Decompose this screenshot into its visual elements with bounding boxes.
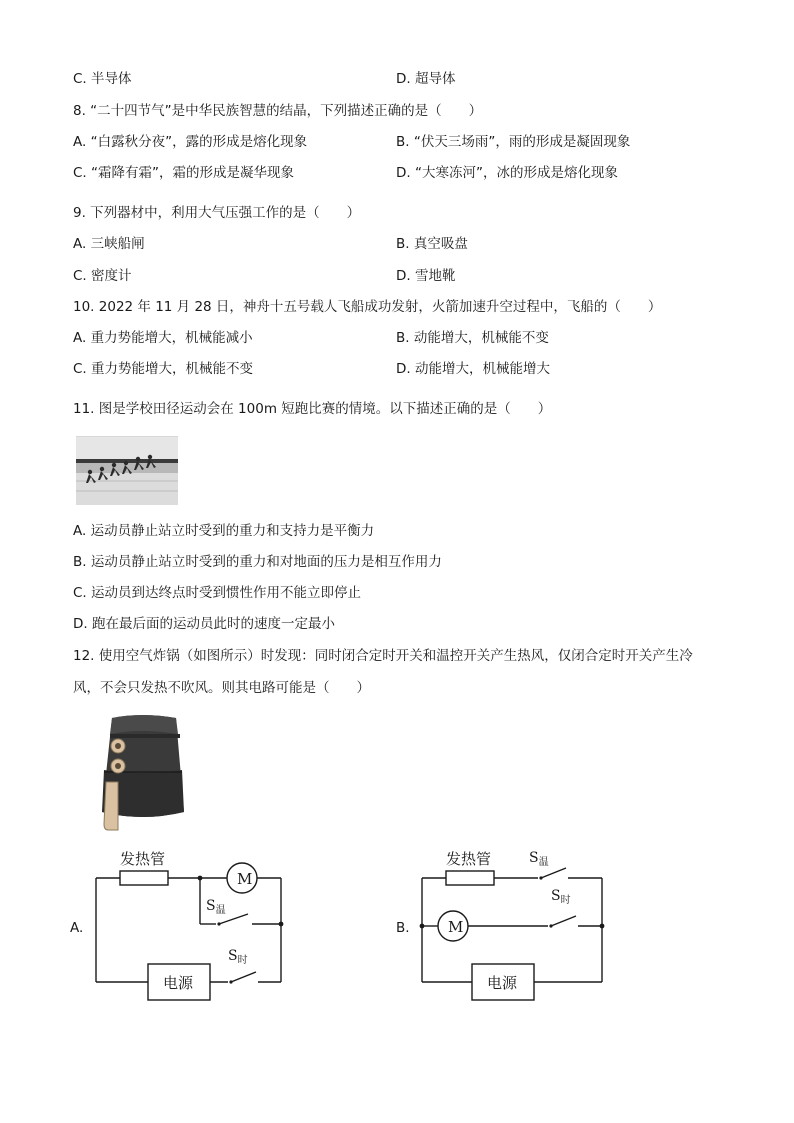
q11-option-c: C. 运动员到达终点时受到惯性作用不能立即停止: [73, 585, 362, 601]
circuit-b-option-label: B.: [396, 920, 410, 936]
circuit-b-diagram: [416, 842, 616, 1012]
q9-stem: 9. 下列器材中，利用大气压强工作的是（ ）: [73, 205, 361, 221]
q7-option-d: D. 超导体: [396, 71, 456, 87]
circuit-b-switch-temp-label: $S_温$: [529, 850, 549, 868]
q11-option-d: D. 跑在最后面的运动员此时的速度一定最小: [73, 616, 335, 632]
air-fryer-image: [92, 712, 194, 834]
q10-option-b: B. 动能增大，机械能不变: [396, 330, 549, 346]
q9-option-a: A. 三峡船闸: [73, 236, 145, 252]
q8-option-d: D. “大寒冻河”，冰的形成是熔化现象: [396, 165, 618, 181]
q10-option-a: A. 重力势能增大，机械能减小: [73, 330, 253, 346]
q8-option-a: A. “白露秋分夜”，露的形成是熔化现象: [73, 134, 308, 150]
q8-option-c: C. “霜降有霜”，霜的形成是凝华现象: [73, 165, 294, 181]
q10-option-c: C. 重力势能增大，机械能不变: [73, 361, 254, 377]
q11-stem: 11. 图是学校田径运动会在 100m 短跑比赛的情境。以下描述正确的是（ ）: [73, 401, 552, 417]
q10-option-d: D. 动能增大，机械能增大: [396, 361, 550, 377]
q7-option-c: C. 半导体: [73, 71, 132, 87]
circuit-a-motor-label: M: [237, 870, 253, 888]
circuit-b-heater-label: 发热管: [446, 850, 492, 868]
q12-stem-line1: 12. 使用空气炸锅（如图所示）时发现：同时闭合定时开关和温控开关产生热风，仅闭合定时开关产生冷: [73, 648, 693, 664]
q8-option-b: B. “伏天三场雨”，雨的形成是凝固现象: [396, 134, 631, 150]
circuit-a-option-label: A.: [70, 920, 84, 936]
circuit-a-switch-timer-label: $S_时$: [228, 948, 248, 966]
circuit-b-motor-label: M: [448, 918, 464, 936]
circuit-a-heater-label: 发热管: [120, 850, 166, 868]
q10-stem: 10. 2022 年 11 月 28 日，神舟十五号载人飞船成功发射，火箭加速升空过程中，飞船的（ ）: [73, 299, 662, 315]
circuit-a-diagram: [90, 842, 300, 1012]
circuit-a-power-source-label: 电源: [163, 974, 194, 992]
circuit-a-switch-temp-label: $S_温$: [206, 898, 226, 916]
q11-option-a: A. 运动员静止站立时受到的重力和支持力是平衡力: [73, 523, 375, 539]
sprint-race-photo: [76, 436, 178, 505]
q11-option-b: B. 运动员静止站立时受到的重力和对地面的压力是相互作用力: [73, 554, 442, 570]
circuit-b-power-source-label: 电源: [487, 974, 518, 992]
q9-option-d: D. 雪地靴: [396, 268, 456, 284]
q12-stem-line2: 风，不会只发热不吹风。则其电路可能是（ ）: [73, 680, 370, 696]
circuit-b-switch-timer-label: $S_时$: [551, 888, 571, 906]
q8-stem: 8. “二十四节气”是中华民族智慧的结晶，下列描述正确的是（ ）: [73, 103, 483, 119]
q9-option-c: C. 密度计: [73, 268, 132, 284]
q9-option-b: B. 真空吸盘: [396, 236, 468, 252]
